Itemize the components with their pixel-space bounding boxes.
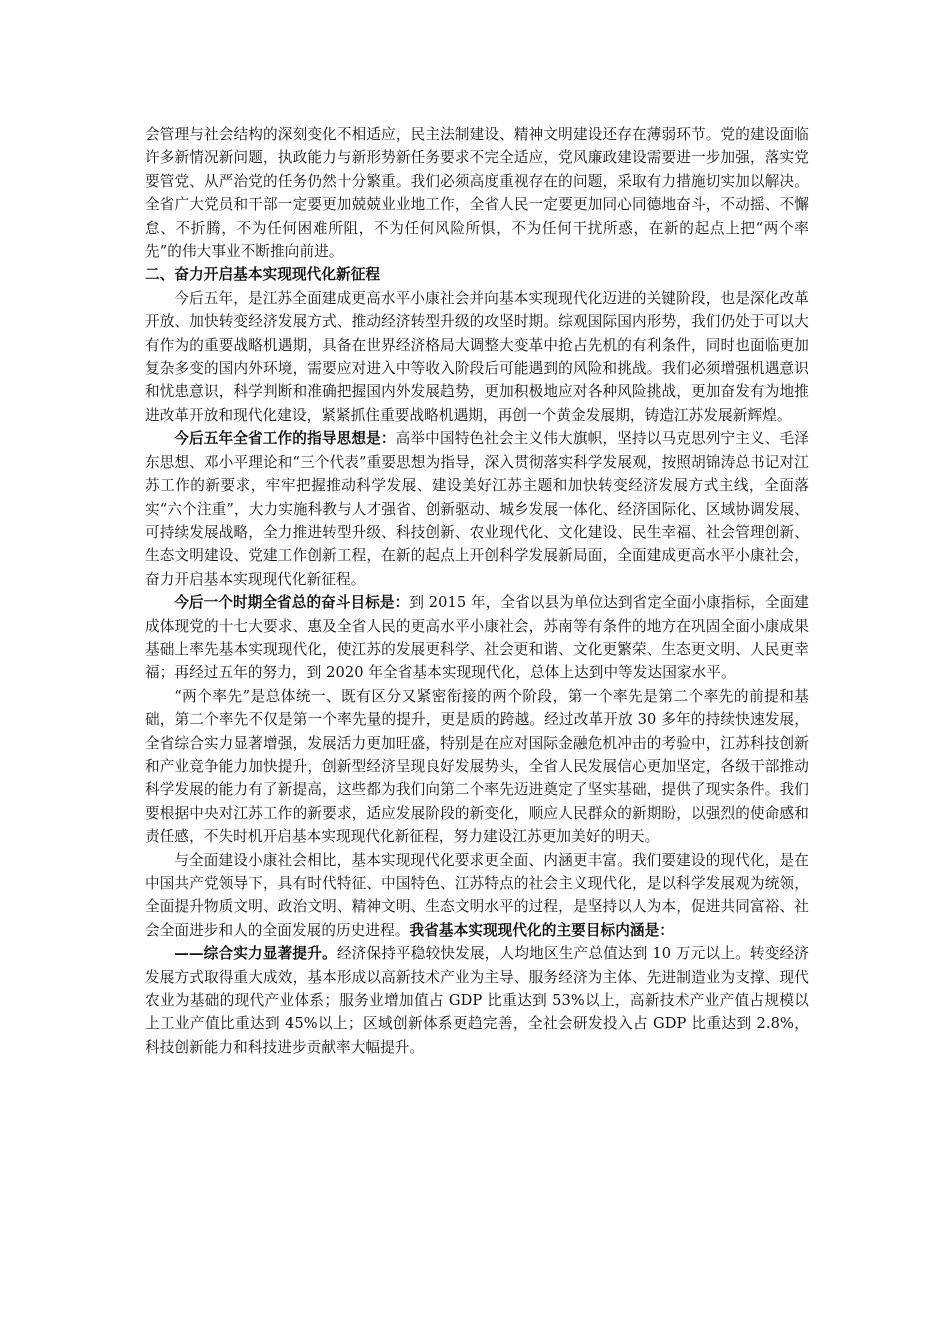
overall-strength-lead: ——综合实力显著提升。 [174, 945, 337, 963]
paragraph-modernization [145, 849, 809, 943]
paragraph-guiding-thought [145, 427, 809, 591]
overall-goal-body: 到 2015 年，全省以县为单位达到省定全面小康指标，全面建成体现党的十七大要求、惠及全省人民的更高水平小康社会，苏南等有条件的地方在巩固全面小康成果基础上率先基本实现现代化，使江苏的发展更科学、社会更和谐、文化更繁荣、生态更文明、人民更幸福；再经过五年的努力，到 2020 年全省基本实现现代化，总体上达到中等发达国家水平。 [145, 594, 810, 682]
guiding-thought-body: 高举中国特色社会主义伟大旗帜，坚持以马克思列宁主义、毛泽东思想、邓小平理论和“三个代表”重要思想为指导，深入贯彻落实科学发展观，按照胡锦涛总书记对江苏工作的新要求，牢牢把握推动科学发展、建设美好江苏主题和加快转变经济发展方式主线，全面落实“六个注重”，大力实施科教与人才强省、创新驱动、城乡发展一体化、经济国际化、区域协调发展、可持续发展战略，全力推进转型升级、科技创新、农业现代化、文化建设、民生幸福、社会管理创新、生态文明建设、党建工作创新工程，在新的起点上开创科学发展新局面，全面建成更高水平小康社会，奋力开启基本实现现代化新征程。 [145, 430, 809, 588]
paragraph-overall-strength [145, 942, 809, 1059]
document-page [145, 123, 809, 1059]
overall-goal-lead: 今后一个时期全省总的奋斗目标是： [174, 594, 410, 612]
section-heading: 二、奋力开启基本实现现代化新征程 [145, 266, 381, 284]
modernization-body: 与全面建设小康社会相比，基本实现现代化要求更全面、内涵更丰富。我们要建设的现代化，是在中国共产党领导下，具有时代特征、中国特色、江苏特点的社会主义现代化，是以科学发展观为统领，全面提升物质文明、政治文明、精神文明、生态文明水平的过程，是坚持以人为本，促进共同富裕、社会全面进步和人的全面发展的历史进程。 [145, 851, 809, 939]
paragraph-overall-goal [145, 591, 809, 685]
overall-strength-body: 经济保持平稳较快发展，人均地区生产总值达到 10 万元以上。转变经济发展方式取得重大成效，基本形成以高新技术产业为主导、服务经济为主体、先进制造业为支撑、现代农业为基础的现代产业体系；服务业增加值占 GDP 比重达到 53%以上，高新技术产业产值占规模以上工业产值比重达到 45%以上；区域创新体系更趋完善，全社会研发投入占 GDP 比重达到 2.8%，科技创新能力和科技进步贡献率大幅提升。 [145, 945, 809, 1056]
paragraph-continued: 会管理与社会结构的深刻变化不相适应，民主法制建设、精神文明建设还存在薄弱环节。党的建设面临许多新情况新问题，执政能力与新形势新任务要求不完全适应，党风廉政建设需要进一步加强，落实党要管党、从严治党的任务仍然十分繁重。我们必须高度重视存在的问题，采取有力措施切实加以解决。全省广大党员和干部一定要更加兢兢业业地工作，全省人民一定要更加同心同德地奋斗，不动摇、不懈怠、不折腾，不为任何困难所阻，不为任何风险所惧，不为任何干扰所惑，在新的起点上把“两个率先”的伟大事业不断推向前进。 [145, 126, 809, 261]
paragraph-intro: 今后五年，是江苏全面建成更高水平小康社会并向基本实现现代化迈进的关键阶段，也是深化改革开放、加快转变经济发展方式、推动经济转型升级的攻坚时期。综观国际国内形势，我们仍处于可以大有作为的重要战略机遇期，具备在世界经济格局大调整大变革中抢占先机的有利条件，同时也面临更加复杂多变的国内外环境，需要应对进入中等收入阶段后可能遇到的风险和挑战。我们必须增强机遇意识和忧患意识，科学判断和准确把握国内外发展趋势，更加积极地应对各种风险挑战，更加奋发有为地推进改革开放和现代化建设，紧紧抓住重要战略机遇期，再创一个黄金发展期，铸造江苏发展新辉煌。 [145, 289, 809, 424]
paragraph-two-firsts: “两个率先”是总体统一、既有区分又紧密衔接的两个阶段，第一个率先是第二个率先的前提和基础，第二个率先不仅是第一个率先量的提升，更是质的跨越。经过改革开放 30 多年的持续快速发展，全省综合实力显著增强，发展活力更加旺盛，特别是在应对国际金融危机冲击的考验中，江苏科技创新和产业竞争能力加快提升，创新型经济呈现良好发展势头，全省人民发展信心更加坚定，各级干部推动科学发展的能力有了新提高，这些都为我们向第二个率先迈进奠定了坚实基础，提供了现实条件。我们要根据中央对江苏工作的新要求，适应发展阶段的新变化，顺应人民群众的新期盼，以强烈的使命感和责任感，不失时机开启基本实现现代化新征程，努力建设江苏更加美好的明天。 [145, 687, 809, 846]
modernization-goals-lead: 我省基本实现现代化的主要目标内涵是： [409, 921, 674, 939]
guiding-thought-lead: 今后五年全省工作的指导思想是： [174, 430, 396, 448]
